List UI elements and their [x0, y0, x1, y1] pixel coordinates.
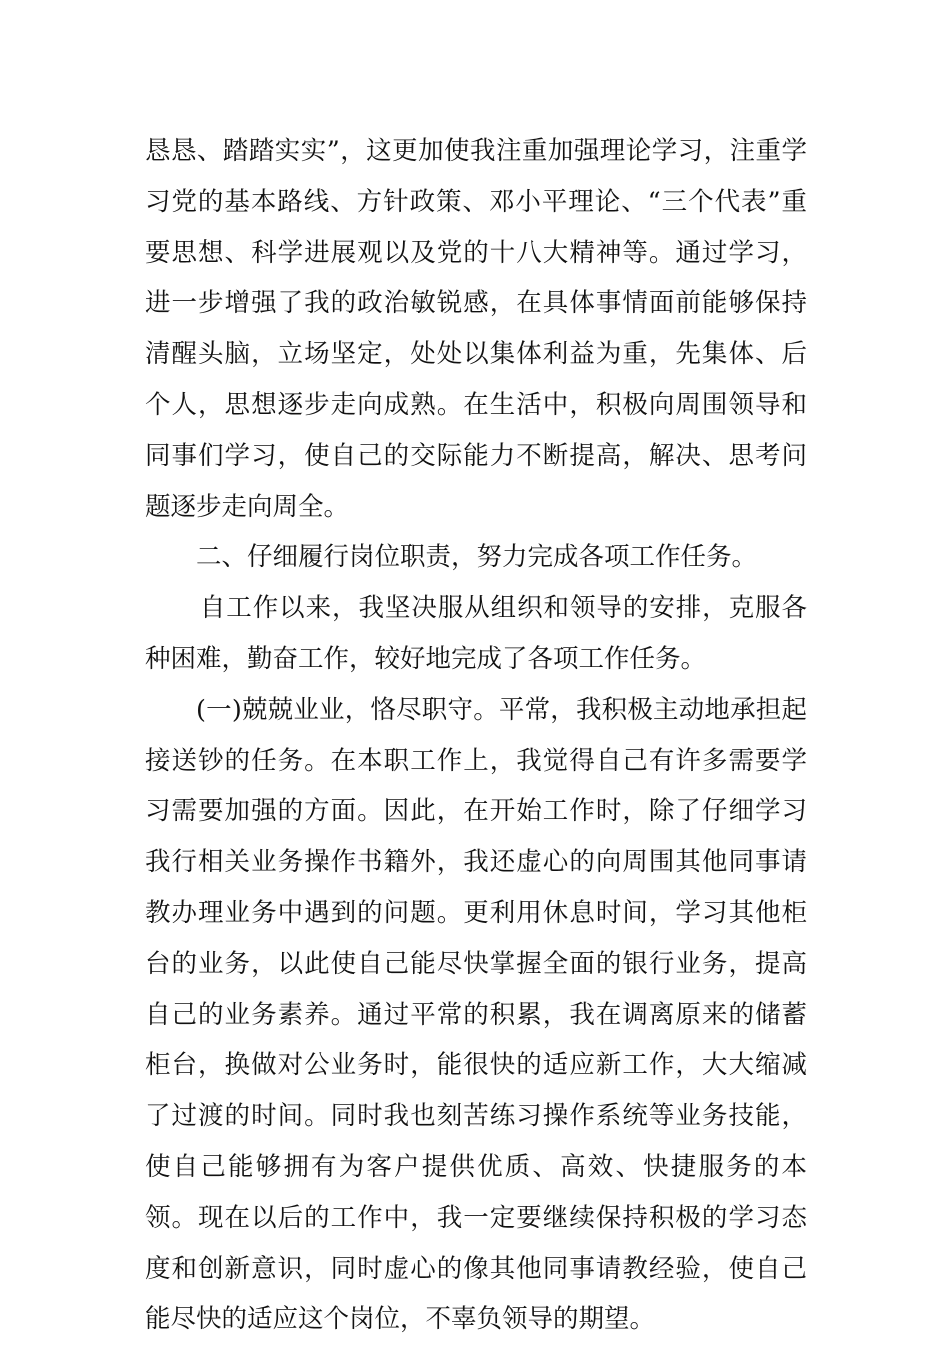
- document-body: [145, 126, 807, 1345]
- paragraph-subsection-1: (一)兢兢业业，恪尽职守。平常，我积极主动地承担起接送钞的任务。在本职工作上，我觉得自己有许多需要学习需要加强的方面。因此，在开始工作时，除了仔细学习我行相关业务操作书籍外，我还虚心的向周围其他同事请教办理业务中遇到的问题。更利用休息时间，学习其他柜台的业务，以此使自己能尽快掌握全面的银行业务，提高自己的业务素养。通过平常的积累，我在调离原来的储蓄柜台，换做对公业务时，能很快的适应新工作，大大缩减了过渡的时间。同时我也刻苦练习操作系统等业务技能，使自己能够拥有为客户提供优质、高效、快捷服务的本领。现在以后的工作中，我一定要继续保持积极的学习态度和创新意识，同时虚心的像其他同事请教经验，使自己能尽快的适应这个岗位，不辜负领导的期望。: [145, 694, 807, 1335]
- section-heading: 二、仔细履行岗位职责，努力完成各项工作任务。: [196, 542, 758, 573]
- paragraph-intro: 自工作以来，我坚决服从组织和领导的安排，克服各种困难，勤奋工作，较好地完成了各项工作任务。: [145, 593, 807, 674]
- paragraph-continuation: 恳恳、踏踏实实”，这更加使我注重加强理论学习，注重学习党的基本路线、方针政策、邓小平理论、“三个代表”重要思想、科学进展观以及党的十八大精神等。通过学习，进一步增强了我的政治敏锐感，在具体事情面前能够保持清醒头脑，立场坚定，处处以集体利益为重，先集体、后个人，思想逐步走向成熟。在生活中，积极向周围领导和同事们学习，使自己的交际能力不断提高，解决、思考问题逐步走向周全。: [145, 136, 807, 522]
